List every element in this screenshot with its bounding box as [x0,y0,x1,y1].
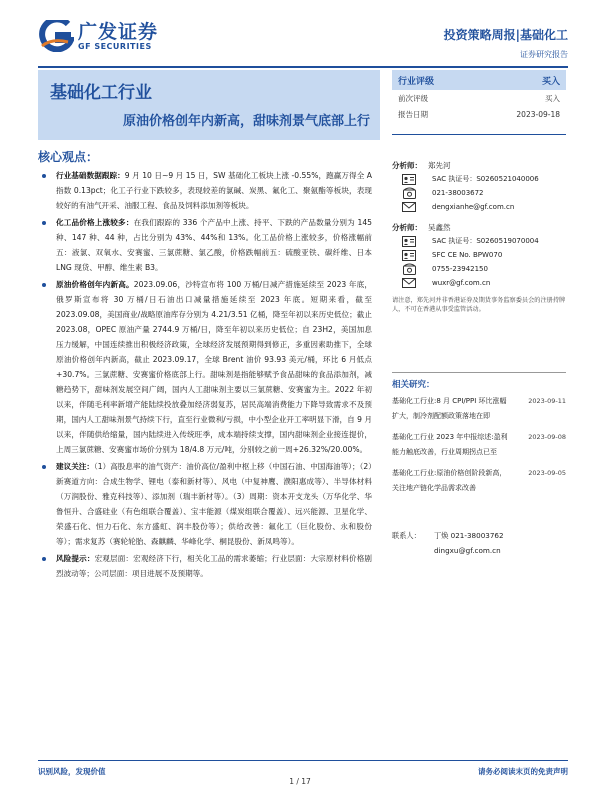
contact-name-phone: 丁焕 021-38003762 [434,531,504,540]
report-type-title: 投资策略周报|基础化工 [443,28,568,42]
analyst-phone: 0755-23942150 [432,265,488,273]
brand-name-cn: 广发证券 [78,20,159,43]
gf-logo-icon [38,20,74,52]
rating-header [392,70,566,90]
analyst-card [392,158,566,214]
report-header [444,26,568,60]
rating-label: 行业评级 [398,76,435,87]
analyst-sac-line [392,234,566,248]
rating-value: 买入 [541,76,560,87]
related-item-title[interactable]: 基础化工行业 2023 年中报综述:盈利能力触底改善，行业周期拐点已至 [392,433,508,456]
related-title: 相关研究： [392,380,435,390]
rating-box [392,70,566,122]
id-card-icon [400,235,418,247]
related-item-date: 2023-09-11 [528,397,566,405]
brand-name-en: GF SECURITIES [78,41,152,51]
core-point [38,168,372,213]
rating-row-value: 买入 [545,93,560,103]
core-point-text: （1）高股息率的油气资产：油价高位/盈利中枢上移（中国石油、中国海油等）；（2）新赛道方向：合成生物学、锂电（泰和新材等）、风电（中复神鹰、濮阳惠成等）、半导体材料（万润股份、雅克科技等）、添加剂（瑞丰新材等）。（3）周期：资本开支龙头（万华化学、华鲁恒升、合盛硅业（有色组联合覆盖）、宝丰能源（煤炭组联合覆盖）、远兴能源、卫星化学、荣盛石化、恒力石化、东方盛虹、润丰股份等）；供给改善：氟化工（巨化股份、永和股份等）；需求复苏（赛轮轮胎、森麒麟、华峰化学、桐昆股份、新凤鸣等）。 [56,462,372,546]
rating-row-key: 前次评级 [398,93,428,103]
core-point-lead: 原油价格创年内新高。 [56,280,134,289]
rating-row [392,106,566,122]
core-point [38,277,372,457]
analyst-phone-line [392,186,566,200]
phone-icon [400,263,418,275]
core-point-lead: 建议关注： [56,462,94,471]
analyst-role: 分析师： [392,222,422,232]
rating-row-value: 2023-09-18 [516,109,560,119]
analyst-email[interactable]: wuxr@gf.com.cn [432,279,491,287]
analyst-email-line [392,200,566,214]
footer-disclaimer-note: 请务必阅读末页的免责声明 [478,767,568,776]
id-card-icon [400,173,418,185]
related-item[interactable] [392,466,566,496]
analyst-sfc-line [392,248,566,262]
related-item-date: 2023-09-08 [528,433,566,441]
analyst-disclaimer: 请注意，郑先河并非香港证券及期货事务监察委员会的注册持牌人，不可在香港从事受监管活动。 [392,297,566,313]
contact-person [392,528,566,558]
analyst-sac-line [392,172,566,186]
core-point-text: 2023.09.06，沙特宣布将 100 万桶/日减产措施延续至 2023 年底，俄罗斯宣布将 30 万桶/日石油出口减量措施延续至 2023 年底。短期来看，截至 2023.09.08，美国商业/战略原油库存分别为 4.21/3.51 亿桶，降至年初以来历史低位；截止 2023.08，OPEC 原油产量 2744.9 万桶/日，降至年初以来历史低位；自 23H2，美国加息压力缓解，中国连续推出积极经济政策，全球经济发展预期得到修正，多重因素助推下，全球原油价格创年内新高，截止 2023.09.17，全球 Brent 油价 93.93 美元/桶，环比 6 月低点+30.7%。三氯蔗糖、安赛蜜价格底部上行。甜味剂是指能够赋予食品甜味的食品添加剂，减糖趋势下，甜味剂发展空间广阔，国内人工甜味剂主要以三氯蔗糖、安赛蜜为主。2022 年初以来，伴随毛利率新增产能陆续投放叠加经济弱复苏，居民高端消费能力下降导致需求不及预期，国内人工甜味剂景气持续下行，直至行业微利/亏损，中小型企业开工率明显下滑，自 9 月以来，伴随供给缩量，国内陆续进入传统旺季，成本端持续支撑，国内甜味剂企业接连提价，上周三氯蔗糖、安赛蜜市场价分别为 18/4.8 万元/吨，分别较之前一周+26.32%/20.00%。 [56,280,372,454]
brand-logo [38,20,158,52]
core-point-lead: 行业基础数据跟踪： [56,171,125,180]
rating-divider [392,134,566,135]
title-banner [38,70,380,140]
related-item-date: 2023-09-05 [528,469,566,477]
id-card-icon [400,249,418,261]
analysts-panel [392,158,566,314]
page-number: 1 / 17 [289,777,311,786]
industry-name: 基础化工行业 [50,83,152,103]
core-point-text: 9 月 10 日~9 月 15 日，SW 基础化工板块上涨 -0.55%，跑赢万得全 A 指数 0.13pct；化工子行业下跌较多，表现较差的氯碱、炭黑、氟化工、聚氨酯等板块，表现较好的有油气开采、油服工程、食品及饲料添加剂等板块。 [56,171,372,210]
related-item[interactable] [392,430,566,460]
analyst-email[interactable]: dengxianhe@gf.com.cn [432,203,515,211]
analyst-name: 吴鑫然 [428,222,451,232]
analyst-sac: SAC 执证号：S0260521040006 [432,175,539,183]
related-research [392,378,566,502]
core-point [38,459,372,549]
rating-row-key: 报告日期 [398,109,428,119]
core-points-title: 核心观点： [38,150,99,164]
email-icon [400,201,418,213]
related-item-title[interactable]: 基础化工行业:8 月 CPI/PPI 环比涨幅扩大，制冷剂配额政策落地在即 [392,397,507,420]
header-divider [38,66,568,68]
email-icon [400,277,418,289]
core-point-lead: 风险提示： [56,554,95,563]
rating-row [392,90,566,106]
analyst-phone: 021-38003672 [432,189,484,197]
analyst-name: 郑先河 [428,160,451,170]
related-item-title[interactable]: 基础化工行业:原油价格创阶段新高，关注地产链化学品需求改善 [392,469,507,492]
core-point-text: 宏观层面：宏观经济下行，相关化工品的需求萎缩；行业层面：大宗原材料价格剧烈波动等；公司层面：项目进展不及预期等。 [56,554,373,578]
analyst-role: 分析师： [392,160,422,170]
contact-email[interactable]: dingxu@gf.com.cn [434,546,501,555]
analyst-sfc: SFC CE No. BPW070 [432,251,503,259]
core-point [38,215,372,275]
analysts-divider [392,372,566,373]
report-headline: 原油价格创年内新高，甜味剂景气底部上行 [122,114,370,129]
contact-label: 联系人： [392,531,421,540]
analyst-email-line [392,276,566,290]
footer-slogan: 识别风险，发现价值 [38,767,106,776]
core-point-text: 在我们跟踪的 336 个产品中上涨、持平、下跌的产品数量分别为 145 种、147 种、44 种，占比分别为 43%、44%和 13%。化工品价格上涨较多，价格涨幅前五：液氯、双氧水、安赛蜜、三氯蔗糖、氯乙酸，价格跌幅前五：硫酸亚铁、碳纤维、日本 LNG 现货、甲醇、维生素 B3。 [56,218,372,272]
core-point [38,551,372,581]
analyst-phone-line [392,262,566,276]
report-type-subtitle: 证券研究报告 [520,50,568,59]
related-item[interactable] [392,394,566,424]
core-point-lead: 化工品价格上涨较多： [56,218,134,227]
footer-divider [38,760,568,761]
core-points-list [38,168,372,581]
analyst-sac: SAC 执证号：S0260519070004 [432,237,539,245]
analyst-card [392,220,566,290]
phone-icon [400,187,418,199]
